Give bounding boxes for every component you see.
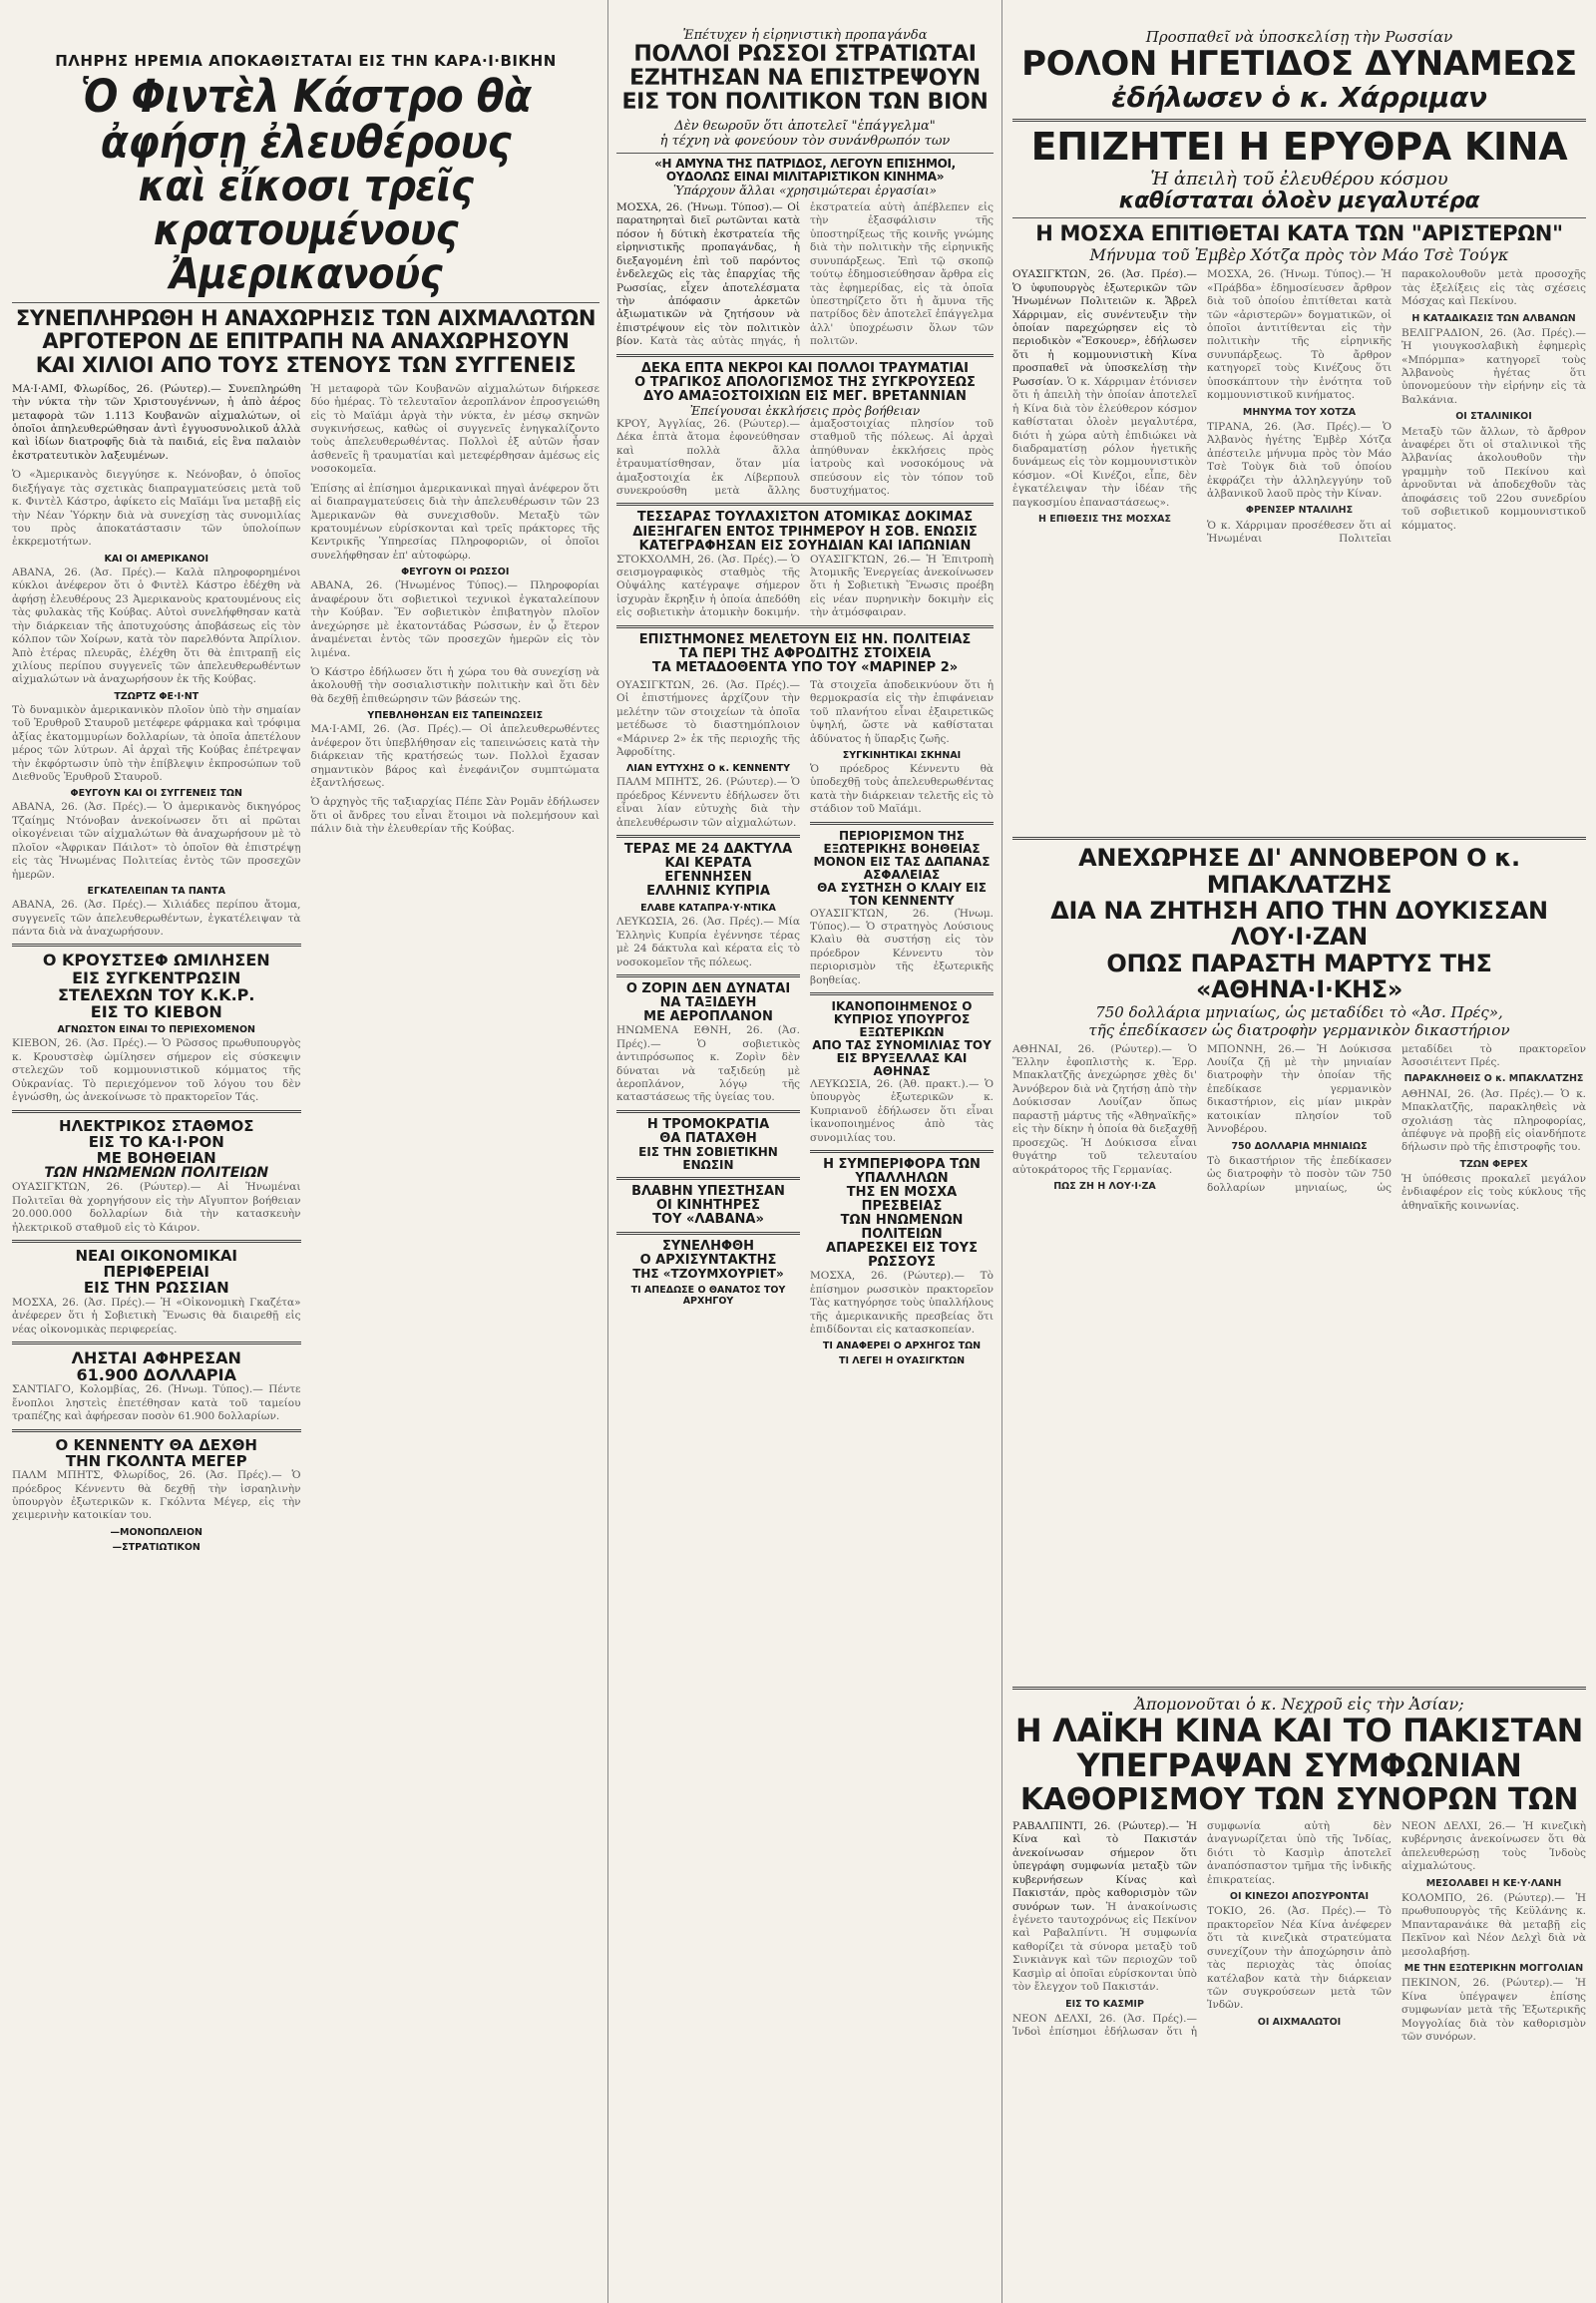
kicker-russia: Προσπαθεῖ νὰ ὑποσκελίσῃ τὴν Ρωσσίαν (1145, 28, 1453, 46)
box-staff-2: ΤΗΣ ΕΝ ΜΟΣΧΑ ΠΡΕΣΒΕΙΑΣ (846, 1185, 958, 1215)
subhead-prisoners: ΟΙ ΑΙΧΜΑΛΩΤΟΙ (1257, 2016, 1342, 2028)
headline-soldiers-3: ΕΙΣ ΤΟΝ ΠΟΛΙΤΙΚΟΝ ΤΩΝ ΒΙΟΝ (621, 90, 989, 116)
headline-harriman-1: ΡΟΛΟΝ ΗΓΕΤΙΔΟΣ ΔΥΝΑΜΕΩΣ (1021, 44, 1577, 84)
body-accident: ΚΡΟΥ, Ἀγγλίας, 26. (Ρώυτερ).— Δέκα ἑπτὰ ἄτομα ἐφονεύθησαν καὶ πολλὰ ἄλλα ἐτραυματίσθησαν, ὅταν μία ἁμαξοστοιχία ἐκ Λίβερπουλ συνεκρούσθη μετὰ ἄλλης ἁμαξοστοιχίας πλησίον τοῦ σταθμοῦ τῆς πόλεως. Αἱ ἀρχαὶ ἀπηύθυναν ἐκκλήσεις πρὸς ἰατροὺς καὶ νοσοκόμους νὰ σπεύσουν εἰς τὸν τόπον τοῦ δυστυχήματος. (616, 417, 994, 498)
subhead-washington: ΤΙ ΛΕΓΕΙ Η ΟΥΑΣΙΓΚΤΩΝ (838, 1355, 966, 1367)
box-mariner-2: ΤΑ ΠΕΡΙ ΤΗΣ ΑΦΡΟΔΙΤΗΣ ΣΤΟΙΧΕΙΑ (678, 645, 932, 661)
box-aid-2: ΜΟΝΟΝ ΕΙΣ ΤΑΣ ΔΑΠΑΝΑΣ ΑΣΦΑΛΕΙΑΣ (813, 854, 991, 882)
subhead-unknown: ΑΓΝΩΣΤΟΝ ΕΙΝΑΙ ΤΟ ΠΕΡΙΕΧΟΜΕΝΟΝ (57, 1024, 256, 1036)
box-atomic-3: ΚΑΤΕΓΡΑΦΗΣΑΝ ΕΙΣ ΣΟΥΗΔΙΑΝ ΚΑΙ ΙΑΠΩΝΙΑΝ (638, 538, 972, 554)
subhead-monopoly: —ΜΟΝΟΠΩΛΕΙΟΝ (110, 1526, 202, 1538)
deck-threat-2: καθίσταται ὁλοὲν μεγαλυτέρα (1118, 188, 1480, 213)
body-castro-4: ΑΒΑΝΑ, 26. (Ἀσ. Πρές).— Ὁ ἀμερικανὸς δικηγόρος Τζαίημς Ντόνοβαν ἀνεκοίνωσεν ὅτι αἱ πρῶται οἰκογένειαι τῶν αἰχμαλώτων θὰ ἀναχωρήσουν μὲ τὸ πλοῖον «Ἀφρικαν Πάιλοτ» τὸ ὁποῖον θὰ ἐπιστρέψῃ εἰς τὰς Ἡνωμένας Πολιτείας ἐντὸς τῶν προσεχῶν ἡμερῶν. (12, 801, 301, 881)
lead-china-pakistan: ΡΑΒΑΛΠΙΝΤΙ, 26. (Ρώυτερ).— Ἡ Κίνα καὶ τὸ Πακιστάν ἀνεκοίνωσαν σήμερον ὅτι ὑπεγράφη συμφωνία μεταξὺ τῶν κυβερνήσεων Κίνας καὶ Πακιστάν, πρὸς καθορισμὸν τῶν συνόρων των. (1012, 1819, 1197, 1913)
box-eco-2: ΠΕΡΙΦΕΡΕΙΑΙ (103, 1263, 209, 1282)
box-bishop-3: ΤΗΣ «ΤΖΟΥΜΧΟΥΡΙΕΤ» (632, 1266, 784, 1281)
box-khrushchev-3: ΣΤΕΛΕΧΩΝ ΤΟΥ Κ.Κ.Ρ. (58, 984, 255, 1004)
body-castro-right-4: Ὁ Κάστρο ἐδήλωσεν ὅτι ἡ χώρα του θὰ συνεχίσῃ νὰ ἀκολουθῇ τὴν σοσιαλιστικὴν πολιτικὴν καὶ ὅτι δὲν θὰ δεχθῇ ἐπιθεώρησιν τῶν βάσεών της. (310, 665, 599, 705)
headline-china-pakistan-1: Η ΛΑΪΚΗ ΚΙΝΑ ΚΑΙ ΤΟ ΠΑΚΙΣΤΑΝ (1014, 1711, 1584, 1749)
box-accident-1: ΔΕΚΑ ΕΠΤΑ ΝΕΚΡΟΙ ΚΑΙ ΠΟΛΛΟΙ ΤΡΑΥΜΑΤΙΑΙ (640, 360, 970, 376)
deck-profession-1: Δὲν θεωροῦν ὅτι ἀποτελεῖ "ἐπάγγελμα" (674, 118, 936, 134)
headline-red-china: ΕΠΙΖΗΤΕΙ Η ΕΡΥΘΡΑ ΚΙΝΑ (1030, 125, 1568, 170)
kicker-nehru: Ἀπομονοῦται ὁ κ. Νεχροῦ εἰς τὴν Ἀσίαν; (1134, 1694, 1464, 1714)
body-castro-2: ΑΒΑΝΑ, 26. (Ἀσ. Πρές).— Καλὰ πληροφορημένοι κύκλοι ἀνέφερον ὅτι ὁ Φιντὲλ Κάστρο ἐδέχθη νὰ ἀφήσῃ ἐλευθέρους 23 Ἀμερικανοὺς κρατουμένους εἰς τὰς φυλακὰς τῆς Κούβας. Αὐτοὶ συνελήφθησαν κατὰ τὴν διάρκειαν τῆς ἀποτυχούσης ἀποβάσεως εἰς τὸν κόλπον τῶν Χοίρων, κατὰ τὸν παρελθόντα Ἀπρίλιον. Ἀπὸ ἑτέρας πλευρᾶς, ἐλέχθη ὅτι θὰ ἐπιτραπῇ εἰς χιλίους περίπου συγγενεῖς τῶν ἀπελευθερωθέντων αἰχμαλώτων νὰ ἀναχωρήσουν ἐκ τῆς Κούβας. (12, 566, 301, 686)
headline-soldiers-1: ΠΟΛΛΟΙ ΡΩΣΣΟΙ ΣΤΡΑΤΙΩΤΑΙ (633, 42, 977, 67)
column-russia (608, 0, 1002, 2303)
box-station-1: ΗΛΕΚΤΡΙΚΟΣ ΣΤΑΘΜΟΣ (59, 1116, 254, 1135)
body-eco: ΜΟΣΧΑ, 26. (Ἀσ. Πρές).— Ἡ «Οἰκονομικὴ Γκαζέτα» ἀνέφερεν ὅτι ἡ Σοβιετικὴ Ἕνωσις θὰ διαιρεθῇ εἰς νέας οἰκονομικὰς περιφερείας. (12, 1296, 301, 1336)
body-atomic: ΣΤΟΚΧΟΛΜΗ, 26. (Ἀσ. Πρές).— Ὁ σεισμογραφικὸς σταθμὸς τῆς Οὐψάλης κατέγραψε σήμερον ἰσχυρὰν ἔκρηξιν ἡ ὁποία ἀπεδόθη εἰς σοβιετικὴν ἀτομικὴν δοκιμήν. ΟΥΑΣΙΓΚΤΩΝ, 26.— Ἡ Ἐπιτροπὴ Ἀτομικῆς Ἐνεργείας ἀνεκοίνωσεν ὅτι ἡ Σοβιετικὴ Ἕνωσις προέβη εἰς νέαν πυρηνικὴν δοκιμὴν εἰς τὴν ἀτμόσφαιραν. (616, 553, 994, 619)
body-zorin: ΗΝΩΜΕΝΑ ΕΘΝΗ, 26. (Ἀσ. Πρές).— Ὁ σοβιετικὸς ἀντιπρόσωπος κ. Ζορὶν δὲν δύναται νὰ ταξιδεύῃ μὲ ἀεροπλάνον, λόγῳ τῆς καταστάσεως τῆς ὑγείας του. (616, 1024, 800, 1104)
body-harriman: ΟΥΑΣΙΓΚΤΩΝ, 26. (Ἀσ. Πρέσ).— Ὁ ὑφυπουργὸς ἐξωτερικῶν τῶν Ἡνωμένων Πολιτειῶν κ. Ἄβρελ Χάρριμαν, εἰς συνέντευξιν τὴν ὁποίαν παρεχώρησεν εἰς τὸ περιοδικὸν «Ἔσκουερ», ἐδήλωσεν ὅτι ἡ κομμουνιστικὴ Κίνα προσπαθεῖ νὰ ὑποσκελίσῃ τὴν Ρωσσίαν. Ὁ κ. Χάρριμαν ἐτόνισεν ὅτι ἡ ἀπειλὴ τὴν ὁποίαν ἀποτελεῖ ἡ Κίνα διὰ τὸν ἐλεύθερον κόσμον καθίσταται ὁλοὲν μεγαλυτέρα, διότι ἡ χώρα αὐτὴ ἐπιδιώκει νὰ διαδραματίσῃ ρόλον ἡγετικῆς δυνάμεως εἰς τὸν κομμουνιστικὸν κόσμον. «Οἱ Κινέζοι, εἶπε, δὲν ἐγκατέλειψαν τὴν ἰδέαν τῆς παγκοσμίου ἐπαναστάσεως». Η ΕΠΙΘΕΣΙΣ ΤΗΣ ΜΟΣΧΑΣ ΜΟΣΧΑ, 26. (Ἡνωμ. Τύπος).— Ἡ «Πράβδα» ἐδημοσίευσεν ἄρθρον διὰ τοῦ ὁποίου ἐπιτίθεται κατὰ τῶν «ἀριστερῶν» δογματικῶν, οἱ ὁποῖοι ἀντιτίθενται εἰς τὴν πολιτικὴν τῆς εἰρηνικῆς συνυπάρξεως. Τὸ ἄρθρον κατηγορεῖ τοὺς Κινέζους ὅτι ὑποσκάπτουν τὴν ἑνότητα τοῦ κομμουνιστικοῦ κινήματος. ΜΗΝΥΜΑ ΤΟΥ ΧΟΤΖΑ ΤΙΡΑΝΑ, 26. (Ἀσ. Πρές).— Ὁ Ἀλβανὸς ἡγέτης Ἐμβὲρ Χότζα ἀπέστειλε μήνυμα πρὸς τὸν Μάο Τσὲ Τοὺγκ διὰ τοῦ ὁποίου ἐκφράζει τὴν ἀλληλεγγύην τοῦ ἀλβανικοῦ λαοῦ πρὸς τὴν Κίναν. ΦΡΕΝΣΕΡ ΝΤΑΛΙΛΗΣ Ὁ κ. Χάρριμαν προσέθεσεν ὅτι αἱ Ἡνωμέναι Πολιτεῖαι παρακολουθοῦν μετὰ προσοχῆς τὰς ἐξελίξεις εἰς τὰς σχέσεις Μόσχας καὶ Πεκίνου. Η ΚΑΤΑΔΙΚΑΣΙΣ ΤΩΝ ΑΛΒΑΝΩΝ ΒΕΛΙΓΡΑΔΙΟΝ, 26. (Ἀσ. Πρές).— Ἡ γιουγκοσλαβικὴ ἐφημερὶς «Μπόρμπα» κατηγορεῖ τοὺς Ἀλβανοὺς ἡγέτας ὅτι ὑπονομεύουν τὴν εἰρήνην εἰς τὰ Βαλκάνια. ΟΙ ΣΤΑΛΙΝΙΚΟΙ Μεταξὺ τῶν ἄλλων, τὸ ἄρθρον ἀναφέρει ὅτι οἱ σταλινικοὶ τῆς Ἀλβανίας ἀκολουθοῦν τὴν γραμμὴν τοῦ Πεκίνου καὶ ἀρνοῦνται νὰ ἀποδεχθοῦν τὰς ἀποφάσεις τοῦ 22ου συνεδρίου τοῦ σοβιετικοῦ κομμουνιστικοῦ κόμματος. (1012, 268, 1586, 546)
box-station-4: ΤΩΝ ΗΝΩΜΕΝΩΝ ΠΟΛΙΤΕΙΩΝ (44, 1165, 269, 1182)
subhead-relatives: ΦΕΥΓΟΥΝ ΚΑΙ ΟΙ ΣΥΓΓΕΝΕΙΣ ΤΩΝ (70, 788, 242, 800)
lead-castro: ΜΑ·Ι·ΑΜΙ, Φλωρίδος, 26. (Ρώυτερ).— Συνεπληρώθη τὴν νύκτα τὴν τῶν Χριστουγέννων, ἡ ἀπὸ ἀέρος μεταφορὰ τῶν 1.113 Κουβανῶν αἰχμαλώτων, οἱ ὁποῖοι ἀπηλευθερώθησαν ἀντὶ ἐγγυοσυνολικοῦ ἀλλὰ καὶ ἰδίων διατροφῆς διὰ τὰ παιδιά, εἰς ἓνα παλαιὸν ἐκστρατευτικὸν λαξευμένων. (12, 382, 301, 462)
box-fingers-4: ΕΛΛΗΝΙΣ ΚΥΠΡΙΑ (646, 884, 770, 900)
box-bishop-2: Ο ΑΡΧΙΣΥΝΤΑΚΤΗΣ (639, 1252, 777, 1268)
subhead-george-feint: ΤΖΩΡΤΖ ΦΕ·Ι·ΝΤ (114, 690, 200, 702)
box-aid-1: ΠΕΡΙΟΡΙΣΜΟΝ ΤΗΣ ΕΞΩΤΕΡΙΚΗΣ ΒΟΗΘΕΙΑΣ (823, 828, 981, 856)
box-kennedy-2: ΤΗΝ ΓΚΟΛΝΤΑ ΜΕΓΕΡ (65, 1451, 247, 1470)
box-atomic-1: ΤΕΣΣΑΡΑΣ ΤΟΥΛΑΧΙΣΤΟΝ ΑΤΟΜΙΚΑΣ ΔΟΚΙΜΑΣ (636, 510, 974, 526)
box-damage-1: ΒΛΑΒΗΝ ΥΠΕΣΤΗΣΑΝ (631, 1183, 785, 1199)
body-khrushchev: ΚΙΕΒΟΝ, 26. (Ἀσ. Πρές).— Ὁ Ρῶσσος πρωθυπουργὸς κ. Κρουστσὲφ ὡμίλησεν σήμερον εἰς σύσκεψιν στελεχῶν τοῦ κομμουνιστικοῦ κόμματος τῆς Οὐκρανίας. Τὸ περιεχόμενον τοῦ λόγου του δὲν ἐγνώσθη, ὡς ἀνεκοίνωσε τὸ πρακτορεῖον Τάς. (12, 1037, 301, 1104)
subhead-archbishop: ΤΙ ΑΝΑΦΕΡΕΙ Ο ΑΡΧΗΓΟΣ ΤΩΝ (822, 1341, 982, 1352)
body-station: ΟΥΑΣΙΓΚΤΩΝ, 26. (Ρώυτερ).— Αἱ Ἡνωμέναι Πολιτεῖαι θὰ χορηγήσουν εἰς τὴν Αἴγυπτον βοήθειαν 20.000.000 δολλαρίων διὰ τὴν κατασκευὴν ἠλεκτρικοῦ σταθμοῦ εἰς τὸ Κάιρον. (12, 1181, 301, 1234)
headline-castro-2: καὶ εἴκοσι τρεῖς κρατουμένους Ἀμερικανούς (138, 161, 474, 299)
subhead-mothers: ΣΥΓΚΙΝΗΤΙΚΑΙ ΣΚΗΝΑΙ (842, 750, 962, 762)
deck-threat-1: Ἡ ἀπειλὴ τοῦ ἐλευθέρου κόσμου (1150, 168, 1448, 190)
subhead-paraklitheis: ΠΑΡΑΚΛΗΘΕΙΣ Ο κ. ΜΠΑΚΛΑΤΖΗΣ (1403, 1073, 1584, 1085)
subhead-tzon: ΤΖΩΝ ΦΕΡΕΧ (1459, 1158, 1528, 1170)
body-castro-1: Ὁ «Ἀμερικανὸς διεγγύησε κ. Νεόνοβαν, ὁ ὁποῖος διεξήγαγε τὰς σχετικὰς διαπραγματεύσεις μετὰ τοῦ κ. Φιντὲλ Κάστρο, ἀφίκετο εἰς Μαϊάμι ἵνα μεταβῇ εἰς τὴν Νέαν Ὑόρκην διὰ νὰ συνεχίσῃ τὰς συνομιλίας του πρὸς ἀποκατάστασιν τῶν ὑπολοίπων ἐκκρεμοτήτων. (12, 469, 301, 549)
subhead-hoxha: ΜΗΝΥΜΑ ΤΟΥ ΧΟΤΖΑ (1242, 406, 1357, 418)
box-terror-1: Η ΤΡΟΜΟΚΡΑΤΙΑ (646, 1116, 770, 1132)
box-staff-1: Η ΣΥΜΠΕΡΙΦΟΡΑ ΤΩΝ ΥΠΑΛΛΗΛΩΝ (823, 1157, 981, 1187)
headline-china-pakistan-2: ΥΠΕΓΡΑΨΑΝ ΣΥΜΦΩΝΙΑΝ (1076, 1745, 1522, 1784)
headline-china-pakistan-3: ΚΑΘΟΡΙΣΜΟΥ ΤΩΝ ΣΥΝΟΡΩΝ ΤΩΝ (1019, 1781, 1579, 1817)
body-mariner: ΟΥΑΣΙΓΚΤΩΝ, 26. (Ἀσ. Πρές).— Οἱ ἐπιστήμονες ἀρχίζουν τὴν μελέτην τῶν στοιχείων τὰ ὁποῖα μετέδωσε τὸ διαστημόπλοιον «Μάρινερ 2» ἐκ τῆς περιοχῆς τῆς Ἀφροδίτης. (616, 678, 800, 759)
deck-hoxha: Μήνυμα τοῦ Ἐμβὲρ Χότζα πρὸς τὸν Μάο Τσὲ Τούγκ (1089, 245, 1509, 265)
body-castro-5: ΑΒΑΝΑ, 26. (Ἀσ. Πρές).— Χιλιάδες περίπου ἄτομα, συγγενεῖς τῶν ἀπελευθερωθέντων, ἐγκατέλειψαν τὰ πάντα διὰ νὰ ἀναχωρήσουν. (12, 899, 301, 938)
box-damage-2: ΟΙ ΚΙΝΗΤΗΡΕΣ (655, 1197, 761, 1213)
headline-baklatzis-1: ΑΝΕΧΩΡΗΣΕ ΔΙ' ΑΝΝΟΒΕΡΟΝ Ο κ. ΜΠΑΚΛΑΤΖΗΣ (1078, 844, 1520, 899)
box-mariner-1: ΕΠΙΣΤΗΜΟΝΕΣ ΜΕΛΕΤΟΥΝ ΕΙΣ ΗΝ. ΠΟΛΙΤΕΙΑΣ (638, 631, 972, 647)
quote-defense-3: Ὑπάρχουν ἄλλαι «χρησιμώτεραι ἐργασίαι» (673, 183, 937, 197)
subhead-kashmir: ΕΙΣ ΤΟ ΚΑΣΜΙΡ (1065, 1998, 1144, 2010)
box-robbers-2: 61.900 ΔΟΛΛΑΡΙΑ (76, 1365, 236, 1385)
subhead-lucky-kennedy: ΛΙΑΝ ΕΥΤΥΧΗΣ Ο κ. ΚΕΝΝΕΝΤΥ (626, 763, 790, 775)
lead-harriman: ΟΥΑΣΙΓΚΤΩΝ, 26. (Ἀσ. Πρέσ).— Ὁ ὑφυπουργὸς ἐξωτερικῶν τῶν Ἡνωμένων Πολιτειῶν κ. Ἄβρελ Χάρριμαν, εἰς συνέντευξιν τὴν ὁποίαν παρεχώρησεν εἰς τὸ περιοδικὸν «Ἔσκουερ», ἐδήλωσεν ὅτι ἡ κομμουνιστικὴ Κίνα προσπαθεῖ νὰ ὑποσκελίσῃ τὴν Ρωσσίαν. (1012, 268, 1197, 388)
subhead-americans: ΚΑΙ ΟΙ ΑΜΕΡΙΚΑΝΟΙ (104, 553, 209, 565)
subhead-humiliation: ΥΠΕΒΛΗΘΗΣΑΝ ΕΙΣ ΤΑΠΕΙΝΩΣΕΙΣ (367, 710, 544, 722)
quote-defense-1: «Η ΑΜΥΝΑ ΤΗΣ ΠΑΤΡΙΔΟΣ, ΛΕΓΟΥΝ ΕΠΙΣΗΜΟΙ, (654, 156, 956, 171)
body-castro-right-3: ΑΒΑΝΑ, 26. (Ἡνωμένος Τύπος).— Πληροφορίαι ἀναφέρουν ὅτι σοβιετικοὶ τεχνικοὶ ἐγκαταλείπουν τὴν Κούβαν. Ἕν σοβιετικὸν ἐπιβατηγὸν πλοῖον ἀνεχώρησε μὲ ἑκατοντάδας Ρώσσων, ἐν ᾧ ἕτερον ἀναμένεται ἐντὸς τῶν προσεχῶν ἡμερῶν εἰς τὸν λιμένα. (310, 579, 599, 659)
box-cypriot-1: ΙΚΑΝΟΠΟΙΗΜΕΝΟΣ Ο ΚΥΠΡΙΟΣ ΥΠΟΥΡΓΟΣ ΕΞΩΤΕΡΙΚΩΝ (831, 999, 973, 1040)
box-terror-2: ΘΑ ΠΑΤΑΧΘΗ (659, 1130, 757, 1146)
subhead-mediates: ΜΕΣΟΛΑΒΕΙ Η ΚΕ·Υ·ΛΑΝΗ (1425, 1877, 1562, 1889)
box-zorin-3: ΜΕ ΑΕΡΟΠΛΑΝΟΝ (643, 1009, 773, 1025)
box-zorin-1: Ο ΖΟΡΙΝ ΔΕΝ ΔΥΝΑΤΑΙ (625, 981, 791, 997)
headline-soldiers-2: ΕΖΗΤΗΣΑΝ ΝΑ ΕΠΙΣΤΡΕΨΟΥΝ (629, 66, 981, 92)
box-staff-3: ΤΩΝ ΗΝΩΜΕΝΩΝ ΠΟΛΙΤΕΙΩΝ (840, 1213, 964, 1243)
body-castro-right-1: Ἡ μεταφορὰ τῶν Κουβανῶν αἰχμαλώτων διήρκεσε δύο ἡμέρας. Τὸ τελευταῖον ἀεροπλάνον ἐπροσγειώθη εἰς τὸ Μαϊάμι ἀργὰ τὴν νύκτα, ἐν μέσῳ σκηνῶν συγκινήσεως, καθὼς οἱ συγγενεῖς ἐνηγκαλίζοντο τοὺς ἀπελευθερωθέντας. Πολλοὶ ἐξ αὐτῶν ἦσαν ἀσθενεῖς ἢ τραυματίαι καὶ μετεφέρθησαν ἀμέσως εἰς νοσοκομεῖα. (310, 382, 599, 476)
box-kennedy-1: Ο ΚΕΝΝΕΝΤΥ ΘΑ ΔΕΧΘΗ (55, 1435, 257, 1454)
deck-alimony-2: τῆς ἐπεδίκασεν ὡς διατροφὴν γερμανικὸν δικαστήριον (1088, 1020, 1510, 1039)
box-eco-1: ΝΕΑΙ ΟΙΚΟΝΟΜΙΚΑΙ (75, 1247, 238, 1266)
subhead-external: ΜΕ ΤΗΝ ΕΞΩΤΕΡΙΚΗΝ ΜΟΓΓΟΛΙΑΝ (1403, 1963, 1584, 1975)
box-damage-3: ΤΟΥ «ΛΑΒΑΝΑ» (652, 1211, 764, 1227)
body-staff: ΜΟΣΧΑ, 26. (Ρώυτερ).— Τὸ ἐπίσημον ρωσσικὸν πρακτορεῖον Τὰς κατηγόρησε τοὺς ὑπαλλήλους τῆς ἀμερικανικῆς πρεσβείας ὅτι ἐπιδίδονται εἰς κατασκοπείαν. (810, 1270, 994, 1337)
kicker-propaganda: Ἐπέτυχεν ἡ εἰρηνιστικὴ προπαγάνδα (682, 28, 928, 43)
box-aid-3: ΘΑ ΣΥΣΤΗΣΗ Ο ΚΛΑΙΥ ΕΙΣ ΤΟΝ ΚΕΝΝΕΝΤΥ (817, 880, 987, 908)
column-castro (0, 0, 608, 2303)
box-terror-3: ΕΙΣ ΤΗΝ ΣΟΒΙΕΤΙΚΗΝ ΕΝΩΣΙΝ (638, 1144, 778, 1172)
subhead-castro-right: ΦΕΥΓΟΥΝ ΟΙ ΡΩΣΣΟΙ (401, 567, 510, 578)
body-china-pakistan: ΡΑΒΑΛΠΙΝΤΙ, 26. (Ρώυτερ).— Ἡ Κίνα καὶ τὸ Πακιστάν ἀνεκοίνωσαν σήμερον ὅτι ὑπεγράφη συμφωνία μεταξὺ τῶν κυβερνήσεων Κίνας καὶ Πακιστάν, πρὸς καθορισμὸν τῶν συνόρων των. Ἡ ἀνακοίνωσις ἐγένετο ταυτοχρόνως εἰς Πεκίνον καὶ Ραβαλπίντι. Ἡ συμφωνία καθορίζει τὰ σύνορα μεταξὺ τοῦ Σινκιὰνγκ καὶ τῶν περιοχῶν τοῦ Κασμὶρ αἱ ὁποῖαι εὑρίσκονται ὑπὸ τὸν ἔλεγχον τοῦ Πακιστάν. ΕΙΣ ΤΟ ΚΑΣΜΙΡ ΝΕΟΝ ΔΕΛΧΙ, 26. (Ἀσ. Πρές).— Ἰνδοὶ ἐπίσημοι ἐδήλωσαν ὅτι ἡ συμφωνία αὐτὴ δὲν ἀναγνωρίζεται ὑπὸ τῆς Ἰνδίας, διότι τὸ Κασμὶρ ἀποτελεῖ ἀναπόσπαστον τμῆμα τῆς ἰνδικῆς ἐπικρατείας. ΟΙ ΚΙΝΕΖΟΙ ΑΠΟΣΥΡΟΝΤΑΙ ΤΟΚΙΟ, 26. (Ἀσ. Πρές).— Τὸ πρακτορεῖον Νέα Κίνα ἀνέφερεν ὅτι τὰ κινεζικὰ στρατεύματα συνεχίζουν τὴν ἀποχώρησιν ἀπὸ τὰς περιοχὰς τὰς ὁποίας κατέλαβον κατὰ τὴν διάρκειαν τῶν συγκρούσεων μετὰ τῶν Ἰνδῶν. ΟΙ ΑΙΧΜΑΛΩΤΟΙ ΝΕΟΝ ΔΕΛΧΙ, 26.— Ἡ κινεζικὴ κυβέρνησις ἀνεκοίνωσεν ὅτι θὰ ἀπελευθερώσῃ τοὺς Ἰνδοὺς αἰχμαλώτους. ΜΕΣΟΛΑΒΕΙ Η ΚΕ·Υ·ΛΑΝΗ ΚΟΛΟΜΠΟ, 26. (Ρώυτερ).— Ἡ πρωθυπουργὸς τῆς Κεϋλάνης κ. Μπανταρανάικε θὰ μεταβῇ εἰς Πεκῖνον καὶ Νέον Δελχὶ διὰ νὰ μεσολαβήσῃ. ΜΕ ΤΗΝ ΕΞΩΤΕΡΙΚΗΝ ΜΟΓΓΟΛΙΑΝ ΠΕΚΙΝΟΝ, 26. (Ρώυτερ).— Ἡ Κίνα ὑπέγραψεν ἐπίσης συμφωνίαν μετὰ τῆς Ἐξωτερικῆς Μογγολίας διὰ τὸν καθορισμὸν τῶν συνόρων. (1012, 1819, 1586, 2043)
deck-castro-1: ΣΥΝΕΠΛΗΡΩΘΗ Η ΑΝΑΧΩΡΗΣΙΣ ΤΩΝ ΑΙΧΜΑΛΩΤΩΝ (15, 306, 597, 331)
subhead-death: ΤΙ ΑΠΕΔΩΣΕ Ο ΘΑΝΑΤΟΣ ΤΟΥ ΑΡΧΗΓΟΥ (630, 1284, 786, 1307)
headline-moscow-attack: Η ΜΟΣΧΑ ΕΠΙΤΙΘΕΤΑΙ ΚΑΤΑ ΤΩΝ "ΑΡΙΣΤΕΡΩΝ" (1035, 221, 1563, 246)
deck-profession-2: ἡ τέχνη νὰ φονεύουν τὸν συνάνθρωπόν των (659, 133, 951, 149)
headline-baklatzis-3: ΟΠΩΣ ΠΑΡΑΣΤΗ ΜΑΡΤΥΣ ΤΗΣ «ΑΘΗΝΑ·Ι·ΚΗΣ» (1106, 949, 1492, 1004)
subhead-lou: ΠΩΣ ΖΗ Η ΛΟΥ·Ι·ΖΑ (1053, 1180, 1156, 1192)
box-accident-2: Ο ΤΡΑΓΙΚΟΣ ΑΠΟΛΟΓΙΣΜΟΣ ΤΗΣ ΣΥΓΚΡΟΥΣΕΩΣ (634, 374, 976, 390)
body-mothers: Ὁ πρόεδρος Κέννεντυ θὰ ὑποδεχθῇ τοὺς ἀπελευθερωθέντας κατὰ τὴν διάρκειαν τελετῆς εἰς τὸ στάδιον τοῦ Μαϊάμι. (810, 763, 994, 816)
box-fingers-sub: ΕΛΑΒΕ ΚΑΤΑΠΡΑ·Υ·ΝΤΙΚΑ (640, 903, 776, 915)
body-kennedy: ΠΑΛΜ ΜΠΗΤΣ, Φλωρίδος, 26. (Ἀσ. Πρές).— Ὁ πρόεδρος Κέννεντυ θὰ δεχθῇ τὴν ἰσραηλινὴν ὑπουργὸν ἐξωτερικῶν κ. Γκόλντα Μέγερ, εἰς τὴν χειμερινὴν κατοικίαν του. (12, 1469, 301, 1522)
box-fingers-2: ΚΑΙ ΚΕΡΑΤΑ (664, 856, 752, 872)
box-station-2: ΕΙΣ ΤΟ ΚΑ·Ι·ΡΟΝ (88, 1132, 224, 1151)
subhead-stalinists: ΟΙ ΣΤΑΛΙΝΙΚΟΙ (1455, 411, 1532, 423)
subhead-abandoned: ΕΓΚΑΤΕΛΕΙΠΑΝ ΤΑ ΠΑΝΤΑ (87, 886, 225, 898)
box-khrushchev-2: ΕΙΣ ΣΥΓΚΕΝΤΡΩΣΙΝ (72, 967, 241, 987)
body-mariner-right: Τὰ στοιχεῖα ἀποδεικνύουν ὅτι ἡ θερμοκρασία εἰς τὴν ἐπιφάνειαν τοῦ πλανήτου εἶναι ἐξαιρετικῶς ὑψηλή, ὥστε νὰ καθίσταται ἀδύνατος ἡ ὕπαρξις ζωῆς. (810, 678, 994, 745)
box-fingers-3: ΕΓΕΝΝΗΣΕΝ (664, 870, 752, 886)
quote-defense-2: ΟΥΔΟΛΩΣ ΕΙΝΑΙ ΜΙΛΙΤΑΡΙΣΤΙΚΟΝ ΚΙΝΗΜΑ» (665, 169, 945, 184)
body-fingers: ΛΕΥΚΩΣΙΑ, 26. (Ἀσ. Πρές).— Μία Ἑλληνὶς Κυπρία ἐγέννησε τέρας μὲ 24 δάκτυλα καὶ κέρατα εἰς τὸ νοσοκομεῖον τῆς πόλεως. (616, 916, 800, 968)
box-mariner-3: ΤΑ ΜΕΤΑΔΟΘΕΝΤΑ ΥΠΟ ΤΟΥ «ΜΑΡΙΝΕΡ 2» (651, 659, 959, 675)
box-accident-3: ΔΥΟ ΑΜΑΞΟΣΤΟΙΧΙΩΝ ΕΙΣ ΜΕΓ. ΒΡΕΤΑΝΝΙΑΝ (643, 388, 967, 404)
box-robbers-1: ΛΗΣΤΑΙ ΑΦΗΡΕΣΑΝ (71, 1347, 241, 1367)
box-accident-ital: Ἐπείγουσαι ἐκκλήσεις πρὸς βοήθειαν (689, 403, 921, 418)
body-castro-right-6: Ὁ ἀρχηγὸς τῆς ταξιαρχίας Πέπε Σὰν Ρομᾶν ἐδήλωσεν ὅτι οἱ ἄνδρες του εἶναι ἕτοιμοι νὰ πολεμήσουν καὶ πάλιν διὰ τὴν ἐλευθερίαν τῆς Κούβας. (310, 796, 599, 836)
deck-alimony-1: 750 δολλάρια μηνιαίως, ὡς μεταδίδει τὸ «Ἀσ. Πρές», (1095, 1002, 1503, 1021)
box-zorin-2: ΝΑ ΤΑΞΙΔΕΥΗ (659, 995, 757, 1011)
kicker-caribbean: ΠΛΗΡΗΣ ΗΡΕΜΙΑ ΑΠΟΚΑΘΙΣΤΑΤΑΙ ΕΙΣ ΤΗΝ ΚΑΡΑ·Ι·ΒΙΚΗΝ (55, 52, 557, 70)
box-station-3: ΜΕ ΒΟΗΘΕΙΑΝ (96, 1149, 216, 1168)
headline-harriman-2: ἐδήλωσεν ὁ κ. Χάρριμαν (1111, 81, 1487, 115)
box-staff-4: ΑΠΑΡΕΣΚΕΙ ΕΙΣ ΤΟΥΣ ΡΩΣΣΟΥΣ (826, 1241, 978, 1271)
subhead-chinese: ΟΙ ΚΙΝΕΖΟΙ ΑΠΟΣΥΡΟΝΤΑΙ (1229, 1891, 1370, 1903)
box-bishop-1: ΣΥΝΕΛΗΦΘΗ (662, 1238, 754, 1254)
body-castro-3: Τὸ δυναμικὸν ἀμερικανικὸν πλοῖον ὑπὸ τὴν σημαίαν τοῦ Ἐρυθροῦ Σταυροῦ μετέφερε φάρμακα καὶ τρόφιμα ἀξίας ἑκατομμυρίων δολλαρίων, τὰ ὁποῖα ἀπετέλουν μέρος τῶν λύτρων. Αἱ ἀρχαὶ τῆς Κούβας ἐπέτρεψαν τὴν ἐκφόρτωσιν ὑπὸ τὴν ἐπίβλεψιν ἐκπροσώπων τοῦ Διεθνοῦς Ἐρυθροῦ Σταυροῦ. (12, 703, 301, 784)
subhead-ntalis: ΦΡΕΝΣΕΡ ΝΤΑΛΙΛΗΣ (1245, 505, 1354, 517)
subhead-750: 750 ΔΟΛΛΑΡΙΑ ΜΗΝΙΑΙΩΣ (1231, 1140, 1368, 1152)
deck-castro-3: ΚΑΙ ΧΙΛΙΟΙ ΑΠΟ ΤΟΥΣ ΣΤΕΝΟΥΣ ΤΩΝ ΣΥΓΓΕΝΕΙΣ (35, 352, 577, 377)
subhead-albanians: Η ΚΑΤΑΔΙΚΑΣΙΣ ΤΩΝ ΑΛΒΑΝΩΝ (1411, 312, 1576, 324)
subhead-military: —ΣΤΡΑΤΙΩΤΙΚΟΝ (112, 1541, 200, 1553)
body-castro-right-5: ΜΑ·Ι·ΑΜΙ, 26. (Ἀσ. Πρές).— Οἱ ἀπελευθερωθέντες ἀνέφερον ὅτι ὑπεβλήθησαν εἰς ταπεινώσεις κατὰ τὴν διάρκειαν τῆς κρατήσεώς των. Πολλοὶ ἔχασαν σημαντικὸν βάρος καὶ ἐνεφάνιζον συμπτώματα ἐξαντλήσεως. (310, 723, 599, 790)
body-robbers: ΣΑΝΤΙΑΓΟ, Κολομβίας, 26. (Ἡνωμ. Τύπος).— Πέντε ἔνοπλοι ληστεὶς ἐπετέθησαν κατὰ τοῦ ταμείου τραπέζης καὶ ἀφήρεσαν ποσὸν 61.900 δολλαρίων. (12, 1383, 301, 1423)
headline-baklatzis-2: ΔΙΑ ΝΑ ΖΗΤΗΣΗ ΑΠΟ ΤΗΝ ΔΟΥΚΙΣΣΑΝ ΛΟΥ·Ι·ΖΑΝ (1050, 897, 1548, 952)
lead-soldiers: ΜΟΣΧΑ, 26. (Ἡνωμ. Τύποσ).— Οἱ παρατηρηταὶ διεῖ ρωτῶνται κατὰ πόσον ἡ δύτικὴ ἐκστρατεία τῆς εἰρηνιστικῆς προπαγάνδας, ἡ διεξαγομένη ἐπὶ τοῦ παρόντος ἐνδελεχῶς εἰς τὰς ἐπαρχίας τῆς Ρωσσίας, εἶχεν ἀποτελέσματα τὴν ἀπόφασιν ἀρκετῶν ἀξιωματικῶν νὰ ζητήσουν νὰ ἐπιστρέψουν εἰς τὸν πολιτικὸν βίον. Κατὰ τὰς αὐτὰς πηγάς, ἡ ἐκστρατεία αὐτὴ ἀπέβλεπεν εἰς τὴν ἐξασφάλισιν τῆς ὑποστηρίξεως τῆς κοινῆς γνώμης διὰ τὴν πολιτικὴν τῆς εἰρηνικῆς συνυπάρξεως. Ἐπὶ τῷ σκοπῷ τούτῳ ἐδημοσιεύθησαν ἄρθρα εἰς τὰς ἐφημερίδας, εἰς τὰ ὁποῖα ὑπεστηρίζετο ὅτι ἡ ἄμυνα τῆς πατρίδος δὲν ἀποτελεῖ ἐπάγγελμα ἀλλ' ὑποχρέωσιν ὅλων τῶν πολιτῶν. (616, 200, 994, 348)
body-aid: ΟΥΑΣΙΓΚΤΩΝ, 26. (Ἡνωμ. Τύπος).— Ὁ στρατηγὸς Λούσιους Κλαὶυ θὰ συστήσῃ εἰς τὸν πρόεδρον Κέννεντυ τὸν περιορισμὸν τῆς ἐξωτερικῆς βοηθείας. (810, 907, 994, 986)
box-eco-3: ΕΙΣ ΤΗΝ ΡΩΣΣΙΑΝ (83, 1279, 229, 1298)
box-atomic-2: ΔΙΕΞΗΓΑΓΕΝ ΕΝΤΟΣ ΤΡΙΗΜΕΡΟΥ Η ΣΟΒ. ΕΝΩΣΙΣ (632, 524, 978, 540)
box-fingers-1: ΤΕΡΑΣ ΜΕ 24 ΔΑΚΤΥΛΑ (623, 842, 793, 858)
box-khrushchev-1: Ο ΚΡΟΥΣΤΣΕΦ ΩΜΙΛΗΣΕΝ (42, 951, 270, 970)
box-cypriot-2: ΑΠΟ ΤΑΣ ΣΥΝΟΜΙΛΙΑΣ ΤΟΥ ΕΙΣ ΒΡΥΞΕΛΛΑΣ ΚΑΙ ΑΘΗΝΑΣ (812, 1037, 992, 1078)
body-cypriot: ΛΕΥΚΩΣΙΑ, 26. (Ἀθ. πρακτ.).— Ὁ ὑπουργὸς ἐξωτερικῶν κ. Κυπριανοῦ ἐδήλωσεν ὅτι εἶναι ἱκανοποιημένος ἀπὸ τὰς συνομιλίας του. (810, 1077, 994, 1144)
deck-castro-2: ΑΡΓΟΤΕΡΟΝ ΔΕ ΕΠΙΤΡΑΠΗ ΝΑ ΑΝΑΧΩΡΗΣΟΥΝ (42, 329, 570, 354)
box-khrushchev-4: ΕΙΣ ΤΟ ΚΙΕΒΟΝ (90, 1002, 222, 1022)
headline-castro-1: Ὁ Φιντὲλ Κάστρο θὰ ἀφήσῃ ἐλευθέρους (80, 70, 532, 169)
body-baklatzis: ΑΘΗΝΑΙ, 26. (Ρώυτερ).— Ὁ Ἕλλην ἐφοπλιστὴς κ. Ἐρρ. Μπακλατζῆς ἀνεχώρησε χθὲς δι' Ἀννόβερον διὰ νὰ ζητήσῃ ἀπὸ τὴν Δούκισσαν Λουίζαν ὅπως παραστῇ μάρτυς τῆς «Ἀθηναϊκῆς» εἰς τὴν δίκην ἡ ὁποία θὰ διεξαχθῇ προσεχῶς. Ἡ Δούκισσα εἶναι θυγάτηρ τοῦ τελευταίου αὐτοκράτορος τῆς Γερμανίας. ΠΩΣ ΖΗ Η ΛΟΥ·Ι·ΖΑ ΜΠΟΝΝΗ, 26.— Ἡ Δούκισσα Λουίζα ζῇ μὲ τὴν μηνιαίαν διατροφὴν τὴν ὁποίαν τῆς ἐπεδίκασε γερμανικὸν δικαστήριον, εἰς μίαν μικρὰν κατοικίαν πλησίον τοῦ Ἀννοβέρου. 750 ΔΟΛΛΑΡΙΑ ΜΗΝΙΑΙΩΣ Τὸ δικαστήριον τῆς ἐπεδίκασεν ὡς διατροφὴν τὸ ποσὸν τῶν 750 δολλαρίων μηνιαίως, ὡς μεταδίδει τὸ πρακτορεῖον Ἀσοσιέιτεντ Πρές. ΠΑΡΑΚΛΗΘΕΙΣ Ο κ. ΜΠΑΚΛΑΤΖΗΣ ΑΘΗΝΑΙ, 26. (Ἀσ. Πρές).— Ὁ κ. Μπακλατζῆς, παρακληθεὶς νὰ σχολιάσῃ τὰς πληροφορίας, ἀπέφυγε νὰ προβῇ εἰς οἱανδήποτε δήλωσιν πρὸ τῆς ἐπιστροφῆς του. ΤΖΩΝ ΦΕΡΕΧ Ἡ ὑπόθεσις προκαλεῖ μεγάλον ἐνδιαφέρον εἰς τοὺς κύκλους τῆς ἀθηναϊκῆς κοινωνίας. (1012, 1042, 1586, 1212)
subhead-moscow-attack: Η ΕΠΙΘΕΣΙΣ ΤΗΣ ΜΟΣΧΑΣ (1037, 514, 1172, 526)
body-castro-right-2: Ἐπίσης αἱ ἐπίσημοι ἀμερικανικαὶ πηγαὶ ἀνέφερον ὅτι αἱ διαπραγματεύσεις διὰ τὴν ἀπελευθέρωσιν τῶν 23 Ἀμερικανῶν θὰ συνεχισθοῦν. Μεταξὺ τῶν κρατουμένων εὑρίσκονται καὶ τρεῖς πράκτορες τῆς Κεντρικῆς Ὑπηρεσίας Πληροφοριῶν, οἱ ὁποῖοι συνελήφθησαν ἐπ' αὐτοφώρῳ. (310, 482, 599, 562)
lead-soldiers-text: ΜΟΣΧΑ, 26. (Ἡνωμ. Τύποσ).— Οἱ παρατηρηταὶ διεῖ ρωτῶνται κατὰ πόσον ἡ δύτικὴ ἐκστρατεία τῆς εἰρηνιστικῆς προπαγάνδας, ἡ διεξαγομένη ἐπὶ τοῦ παρόντος ἐνδελεχῶς εἰς τὰς ἐπαρχίας τῆς Ρωσσίας, εἶχεν ἀποτελέσματα τὴν ἀπόφασιν ἀρκετῶν ἀξιωματικῶν νὰ ζητήσουν νὰ ἐπιστρέψουν εἰς τὸν πολιτικὸν βίον. (616, 200, 800, 348)
body-lucky-kennedy: ΠΑΛΜ ΜΠΗΤΣ, 26. (Ρώυτερ).— Ὁ πρόεδρος Κέννεντυ ἐδήλωσεν ὅτι εἶναι λίαν εὐτυχὴς διὰ τὴν ἀπελευθέρωσιν τῶν αἰχμαλώτων. (616, 776, 800, 829)
column-china (1002, 0, 1596, 2303)
